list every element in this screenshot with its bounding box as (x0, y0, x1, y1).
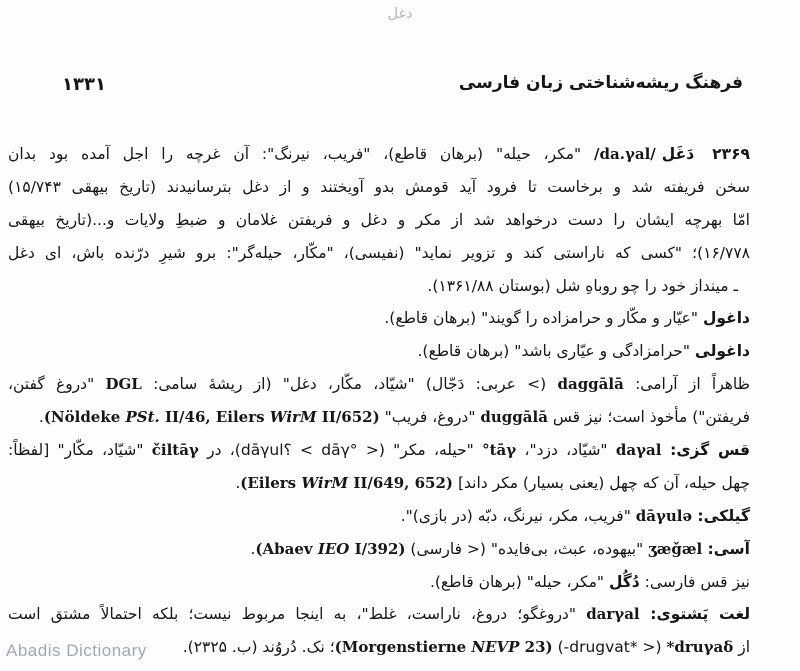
latin-text: daggālā (557, 375, 624, 394)
abadis-watermark: Abadis Dictionary (6, 641, 147, 660)
latin-group (482, 441, 516, 459)
subentry-headword: داغول (702, 309, 750, 328)
entry-body (8, 138, 750, 664)
persian-text: "دروغ، فریب" (379, 408, 481, 427)
latin-text: °tāγ (482, 441, 517, 460)
entry-line (8, 368, 750, 401)
persian-text: "حرامزادگی و عیّاری باشد" (برهان قاطع). (417, 342, 695, 361)
entry-line (8, 467, 750, 500)
latin-group (44, 408, 380, 426)
entry-line (8, 598, 750, 631)
transcription: /da.γal/ (594, 145, 656, 163)
persian-text: چهل حیله، آن که چهل (یعنی بسیار) مکر داند] (453, 473, 750, 492)
persian-text: . (235, 473, 241, 492)
page-top-word: دغل (387, 6, 413, 22)
latin-group (586, 605, 639, 623)
book-title: فرهنگ ریشه‌شناختی زبان فارسی (458, 73, 743, 93)
persian-text: از (733, 638, 750, 657)
persian-text: "حیله، مکر" (< °dāγ > ؟dāγul)، در (198, 441, 483, 460)
persian-text: "عیّار و مکّار و حرامزاده را گویند" (برهان قاطع). (384, 309, 703, 328)
latin-group (335, 638, 553, 656)
latin-text: (Morgenstierne (334, 638, 472, 657)
entry-line (8, 237, 750, 270)
entry-line (8, 566, 750, 599)
latin-group (557, 375, 623, 393)
entry-line (8, 533, 750, 566)
entry-line (8, 434, 750, 467)
latin-group (594, 145, 656, 163)
latin-text: čiltāγ (151, 441, 199, 460)
latin-text: (Eilers (240, 473, 302, 492)
persian-text: لغت پَشتوی: (639, 605, 750, 624)
latin-text: (Abaev (255, 539, 318, 558)
persian-text: (> عربی: دَجّال) "شیّاد، مکّار، دغل" (از ریشهٔ سامی: (141, 375, 558, 394)
persian-text: . (38, 408, 44, 427)
persian-text: آسی: (702, 539, 750, 558)
latin-text: 23) (519, 638, 553, 657)
latin-group (105, 375, 141, 393)
subentry-headword: دُگُل (608, 572, 640, 591)
latin-text: ʒæǧæl (648, 539, 703, 558)
persian-text: ظاهراً از آرامی: (623, 375, 750, 394)
persian-text: "دروغ گفتن، (8, 375, 106, 394)
latin-text: *druγaδ (666, 638, 734, 657)
latin-group (636, 507, 692, 525)
persian-text: گیلکی: (692, 506, 750, 525)
persian-text: "فریب، مکر، نیرنگ، دبّه (در بازی)". (400, 506, 636, 525)
latin-text: II/652) (316, 408, 380, 427)
entry-line (8, 270, 750, 303)
latin-text: IEO (317, 539, 350, 558)
persian-text: "مکر، حیله" (برهان قاطع). (429, 572, 609, 591)
persian-text: "دروغگو؛ دروغ، ناراست، غلط"، به اینجا مربوط نیست؛ بلکه احتمالاً مشتق است (8, 605, 587, 624)
latin-text: darγal (586, 605, 640, 624)
latin-text: WirM (301, 473, 349, 492)
latin-text: NEVP (471, 638, 520, 657)
entry-line (8, 401, 750, 434)
latin-text: (Nöldeke (43, 408, 126, 427)
latin-group (616, 441, 662, 459)
entry-line (8, 171, 750, 204)
entry-line (8, 302, 750, 335)
persian-text: . (250, 539, 256, 558)
latin-group (480, 408, 548, 426)
persian-text: ۱۶/۷۷۸)؛ "کسی که ناراستی کند و تزویر نماید" (نفیسی)، "مکّار، حیله‌گر": برو شیرِ درّنده باش، ای دغل (8, 243, 750, 262)
latin-group (240, 474, 453, 492)
entry-number: ۲۳۶۹ (712, 145, 750, 163)
latin-group (648, 540, 702, 558)
entry-line (8, 138, 750, 171)
persian-text: "شیّاد، دزد"، (516, 441, 616, 460)
latin-text: PSt. (125, 408, 160, 427)
subentry-headword: داغولی (694, 342, 750, 361)
latin-text: dāγulə (635, 506, 693, 525)
entry-line (8, 204, 750, 237)
latin-text: DGL (105, 375, 142, 394)
persian-text: "مکر، حیله" (برهان قاطع)، "فریب، نیرنگ": آن غرچه را اجل آمده بود بدان (8, 145, 595, 163)
entry-line (8, 335, 750, 368)
headword: دَغَل (661, 145, 695, 163)
persian-text: ـ مینداز خود را چو روباهِ شل (بوستان ۱۳۶۱/۸۸). (427, 276, 738, 295)
persian-text: قس گزی: (661, 441, 750, 460)
persian-text: فریفتن") مأخوذ است؛ نیز قس (547, 408, 750, 427)
latin-text: II/46, Eilers (159, 408, 270, 427)
persian-text: سخن فریفته شد و برخاست تا فرود آید قومش بدو آویختند و از دغل بترسانیدند (تاریخ بیهقی ۱۵/۷۴۳) (8, 177, 750, 196)
latin-group (255, 540, 405, 558)
latin-text: I/392) (349, 539, 406, 558)
persian-text: نیز قس فارسی: (639, 572, 750, 591)
persian-text: امّا بهرچه ایشان را دست درخواهد شد از مکر و دغل و فریفتن غلامان و ضبطِ ولایات و...(تاریخ بیهقی (8, 210, 750, 229)
latin-text: II/649, 652) (348, 473, 454, 492)
latin-text: duggālā (480, 408, 548, 427)
entry-line (8, 500, 750, 533)
latin-text: daγal (615, 441, 662, 460)
persian-text: ؛ نک. دُروُند (ب. ۲۳۲۵). (182, 638, 335, 657)
persian-text: (< *drugvat-) (552, 638, 667, 657)
latin-group (152, 441, 199, 459)
persian-text: "بیهوده، عبث، بی‌فایده" (< فارسی) (405, 539, 649, 558)
latin-text: WirM (269, 408, 317, 427)
persian-text: "شیّاد، مکّار" [لفظاً: (8, 441, 152, 460)
latin-group (667, 638, 734, 656)
page-number: ۱۳۳۱ (62, 74, 106, 95)
